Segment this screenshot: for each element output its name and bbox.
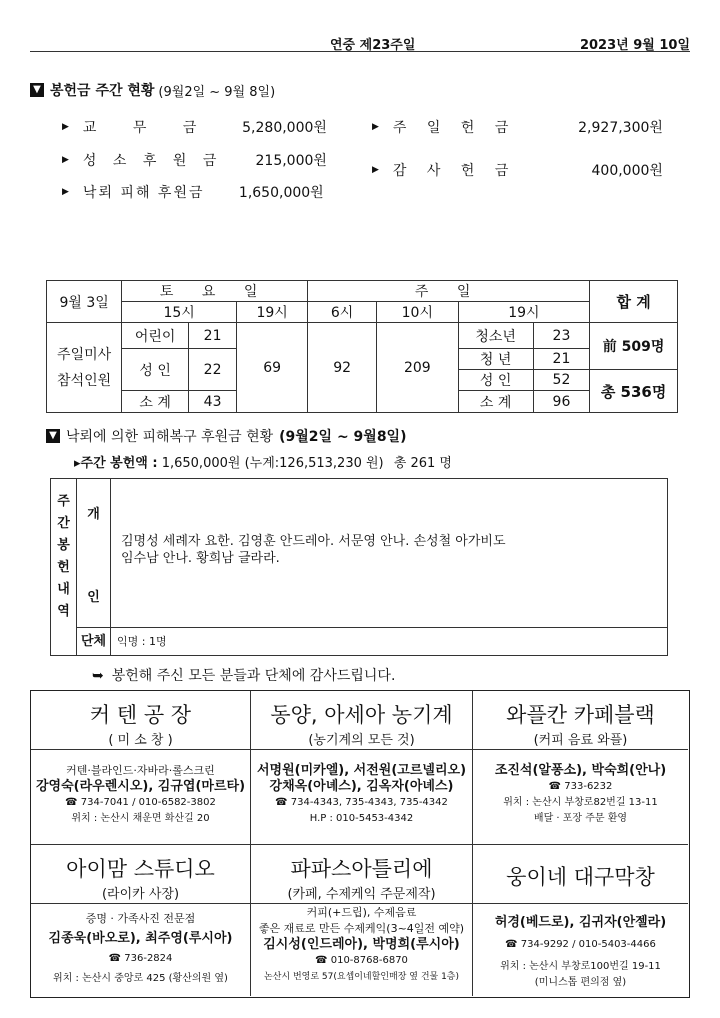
attendance-date: 9월 3일	[47, 281, 122, 323]
time-sat-19: 19시	[237, 302, 308, 323]
saturday-header: 토 요 일	[122, 281, 308, 302]
offering-row-thanksgiving: ▶ 감 사 헌 금 400,000원	[372, 163, 663, 179]
sat-child-label: 어린이	[122, 323, 189, 349]
sat-adult-label: 성 인	[122, 349, 189, 391]
page-header	[30, 26, 690, 52]
arrow-box-icon: ▼	[30, 83, 44, 97]
relief-side-label: 주 간 봉 헌 내 역	[51, 479, 77, 655]
time-sat-15: 15시	[122, 302, 237, 323]
relief-summary: ▸주간 봉헌액 : 1,650,000원 (누계:126,513,230 원) 총 261 명	[74, 456, 452, 471]
relief-title: ▼ 낙뢰에 의한 피해복구 후원금 현황 (9월2일 ~ 9월8일)	[46, 426, 406, 446]
ads-grid	[30, 690, 690, 998]
ad-atelier: 파파스아틀리에 (카페, 수제케익 주문제작) 커피(+드립), 수제음료 좋은 재료로 만든 수제케익(3~4일전 예약) 김시성(인드레아), 박명희(루시아) ☎ 010-8768-6870 논산시 번영로 57(요셉이네할인매장 옆 건물 1층)	[251, 845, 473, 996]
sun-youth-label: 청소년	[458, 323, 533, 349]
sun-youngadult-label: 청 년	[458, 349, 533, 370]
grand-total: 총 536명	[590, 370, 678, 413]
bulletin-date: 2023년 9월 10일	[579, 38, 690, 53]
triangle-icon: ▶	[62, 155, 69, 165]
ad-waffle-cafe: 와플칸 카페블랙 (커피 음료 와플) 조진석(알퐁소), 박숙희(안나) ☎ 733-6232 위치 : 논산시 부창로82번길 13-11 배달 · 포장 주문 환영	[473, 691, 688, 845]
offering-row-sunday: ▶ 주 일 헌 금 2,927,300원	[372, 120, 663, 136]
attendance-row-label: 주일미사 참석인원	[47, 323, 122, 413]
total-header: 합 계	[590, 281, 678, 323]
arrow-box-icon: ▼	[46, 429, 60, 443]
week-title: 연중 제23주일	[330, 38, 416, 53]
ad-curtain: 커 텐 공 장 ( 미 소 창 ) 커텐·블라인드·자바라·롤스크린 강영숙(라우렌시오), 김규엽(마르타) ☎ 734-7041 / 010-6582-3802 위치 : 논산시 채운면 화산길 20	[31, 691, 251, 845]
time-sun-6: 6시	[308, 302, 377, 323]
sun10-value: 209	[377, 323, 458, 413]
prev-total: 前 509명	[590, 323, 678, 370]
thanks-note: ➥ 봉헌해 주신 모든 분들과 단체에 감사드립니다.	[92, 668, 396, 684]
sat-adult-value: 22	[189, 349, 237, 391]
sun-subtotal-value: 96	[533, 391, 589, 413]
offering-row-vocation: ▶ 성 소 후 원 금 215,000원	[62, 153, 327, 169]
sat19-value: 69	[237, 323, 308, 413]
ad-farm-machinery: 동양, 아세아 농기계 (농기계의 모든 것) 서명원(미카엘), 서전원(고르넬리오) 강채옥(아녜스), 김옥자(아녜스) ☎ 734-4343, 735-4343, 735-4342 H.P : 010-5453-4342	[251, 691, 473, 845]
sun-adult-label: 성 인	[458, 370, 533, 391]
triangle-icon: ▶	[372, 122, 379, 132]
sun6-value: 92	[308, 323, 377, 413]
sun-youngadult-value: 21	[533, 349, 589, 370]
sun-subtotal-label: 소 계	[458, 391, 533, 413]
arrow-right-icon: ➥	[92, 668, 104, 684]
sun-youth-value: 23	[533, 323, 589, 349]
time-sun-10: 10시	[377, 302, 458, 323]
offering-title: ▼ 봉헌금 주간 현황 (9월2일 ~ 9월 8일)	[30, 80, 275, 100]
sat-subtotal-value: 43	[189, 391, 237, 413]
relief-table	[50, 478, 668, 656]
sat-subtotal-label: 소 계	[122, 391, 189, 413]
ad-makchang: 웅이네 대구막창 허경(베드로), 김귀자(안젤라) ☎ 734-9292 / 010-5403-4466 위치 : 논산시 부창로100번길 19-11 (미니스톱 편의점 옆)	[473, 845, 688, 996]
relief-individual-label: 개 인	[77, 479, 111, 627]
ad-studio: 아이맘 스튜디오 (라이카 사장) 증명 · 가족사진 전문점 김종욱(바오로), 최주영(루시아) ☎ 736-2824 위치 : 논산시 중앙로 425 (황산의원 옆)	[31, 845, 251, 996]
offering-row-tithe: ▶ 교 무 금 5,280,000원	[62, 120, 327, 136]
triangle-icon: ▶	[62, 187, 69, 197]
attendance-table	[46, 280, 678, 413]
sun-adult-value: 52	[533, 370, 589, 391]
offering-row-relief: ▶ 낙뢰 피해 후원금 1,650,000원	[62, 185, 324, 201]
triangle-icon: ▶	[372, 165, 379, 175]
sunday-header: 주 일	[308, 281, 590, 302]
triangle-icon: ▶	[62, 122, 69, 132]
relief-group-label: 단체	[77, 627, 111, 655]
sat-child-value: 21	[189, 323, 237, 349]
relief-individual-names: 김명성 세례자 요한. 김영훈 안드레아. 서문영 안나. 손성철 아가비도 임수남 안나. 황희남 글라라.	[121, 534, 506, 566]
relief-group-value: 익명 : 1명	[111, 627, 667, 655]
time-sun-19: 19시	[458, 302, 590, 323]
